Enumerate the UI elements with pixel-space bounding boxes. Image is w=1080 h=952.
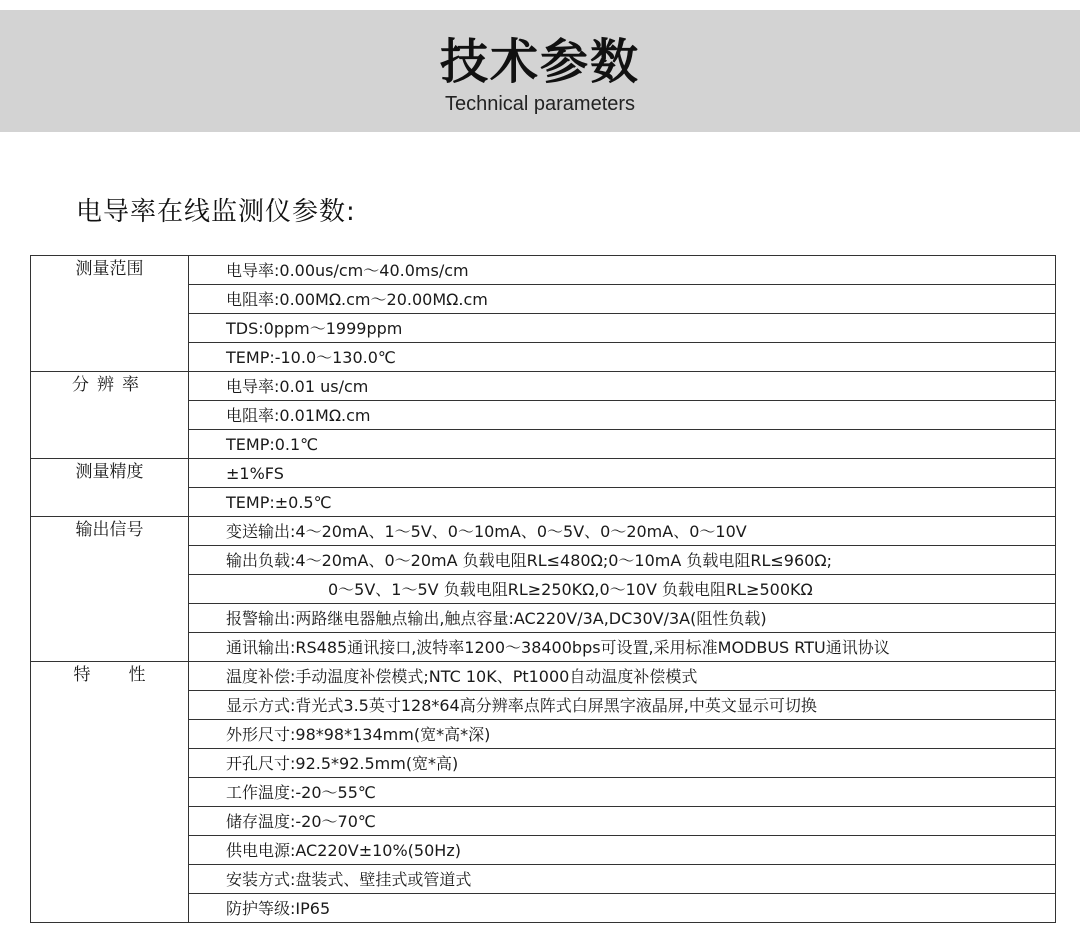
param-value: 温度补偿:手动温度补偿模式;NTC 10K、Pt1000自动温度补偿模式 — [189, 662, 1056, 691]
param-value: 显示方式:背光式3.5英寸128*64高分辨率点阵式白屏黑字液晶屏,中英文显示可切换 — [189, 691, 1056, 720]
param-value: 电阻率:0.01MΩ.cm — [189, 401, 1056, 430]
param-value: 变送输出:4～20mA、1～5V、0～10mA、0～5V、0～20mA、0～10V — [189, 517, 1056, 546]
table-row — [31, 459, 1056, 488]
param-value: 电导率:0.01 us/cm — [189, 372, 1056, 401]
category-features: 特性 — [31, 662, 189, 923]
page-title: 技术参数 — [439, 34, 640, 90]
param-value: 储存温度:-20～70℃ — [189, 807, 1056, 836]
category-accuracy: 测量精度 — [31, 459, 189, 517]
param-value: 0～5V、1～5V 负载电阻RL≥250KΩ,0～10V 负载电阻RL≥500KΩ — [189, 575, 1056, 604]
table-row — [31, 372, 1056, 401]
param-value: 输出负载:4～20mA、0～20mA 负载电阻RL≤480Ω;0～10mA 负载电阻RL≤960Ω; — [189, 546, 1056, 575]
param-value: TEMP:0.1℃ — [189, 430, 1056, 459]
table-row — [31, 662, 1056, 691]
param-value: 防护等级:IP65 — [189, 894, 1056, 923]
param-value: TDS:0ppm～1999ppm — [189, 314, 1056, 343]
category-output-signal: 输出信号 — [31, 517, 189, 662]
param-value: 电导率:0.00us/cm～40.0ms/cm — [189, 256, 1056, 285]
parameters-table — [30, 255, 1056, 923]
param-value: 通讯输出:RS485通讯接口,波特率1200～38400bps可设置,采用标准MODBUS RTU通讯协议 — [189, 633, 1056, 662]
param-value: 开孔尺寸:92.5*92.5mm(宽*高) — [189, 749, 1056, 778]
param-value: 外形尺寸:98*98*134mm(宽*高*深) — [189, 720, 1056, 749]
param-value: 电阻率:0.00MΩ.cm～20.00MΩ.cm — [189, 285, 1056, 314]
param-value: 工作温度:-20～55℃ — [189, 778, 1056, 807]
param-value: ±1%FS — [189, 459, 1056, 488]
param-value: 报警输出:两路继电器触点输出,触点容量:AC220V/3A,DC30V/3A(阻性负载) — [189, 604, 1056, 633]
category-measurement-range: 测量范围 — [31, 256, 189, 372]
param-value: 供电电源:AC220V±10%(50Hz) — [189, 836, 1056, 865]
header-banner — [0, 10, 1080, 132]
category-resolution: 分辨率 — [31, 372, 189, 459]
table-row — [31, 517, 1056, 546]
section-title: 电导率在线监测仪参数: — [76, 197, 356, 227]
param-value: TEMP:-10.0～130.0℃ — [189, 343, 1056, 372]
param-value: TEMP:±0.5℃ — [189, 488, 1056, 517]
param-value: 安装方式:盘装式、壁挂式或管道式 — [189, 865, 1056, 894]
page-subtitle: Technical parameters — [444, 93, 636, 115]
table-row — [31, 256, 1056, 285]
